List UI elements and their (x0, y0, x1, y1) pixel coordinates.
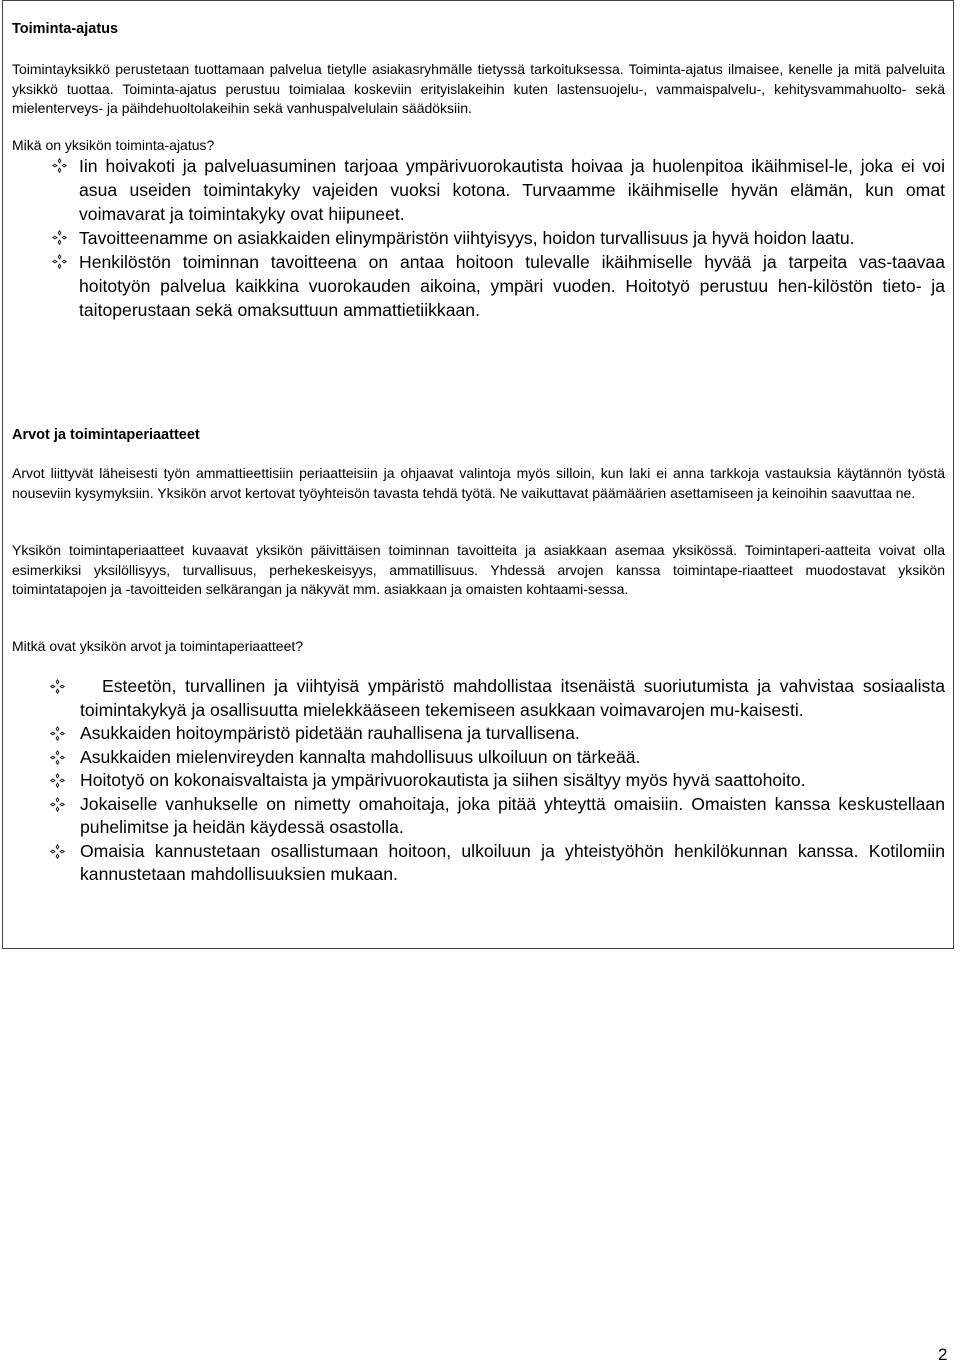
list-item: Hoitotyö on kokonaisvaltaista ja ympärivuorokautista ja siihen sisältyy myös hyvä saattohoito. (12, 769, 945, 793)
question-text: Mitkä ovat yksikön arvot ja toimintaperiaatteet? (12, 638, 304, 654)
section-paragraph: Toimintayksikkö perustetaan tuottamaan palvelua tietylle asiakasryhmälle tietyssä tarkoituksessa. Toiminta-ajatus ilmaisee, kenelle ja mitä palveluita yksikkö tuottaa. Toiminta-ajatus perustuu toimialaa koskeviin erityislakeihin kuten lastensuojelu-, vammaispalvelu-, kehitysvammahuolto- sekä mielenterveys- ja päihdehuoltolakeihin sekä vanhuspalvelulain säädöksiin. (12, 61, 945, 116)
diamond-bullet-icon (50, 773, 65, 788)
bullet-list-toiminta-ajatus (12, 154, 945, 322)
diamond-bullet-icon (50, 844, 65, 859)
diamond-bullet-icon (52, 254, 67, 269)
section-heading-arvot: Arvot ja toimintaperiaatteet (12, 427, 200, 443)
diamond-bullet-icon (52, 230, 67, 245)
list-item: Asukkaiden mielenvireyden kannalta mahdollisuus ulkoiluun on tärkeää. (12, 746, 945, 770)
bullet-list-arvot (12, 675, 945, 887)
section-paragraph: Yksikön toimintaperiaatteet kuvaavat yksikön päivittäisen toiminnan tavoitteita ja asiakkaan asemaa yksikössä. Toimintaperi-aatteita voivat olla esimerkiksi yksilöllisyys, turvallisuus, perhekeskeisyys, ammatillisuus. Yhdessä arvojen kanssa toimintape-riaatteet muodostavat yksikön toimintatapojen ja -tavoitteiden selkärangan ja näkyvät mm. asiakkaan ja omaisten kohtaami-sessa. (12, 542, 945, 597)
diamond-bullet-icon (50, 679, 65, 694)
diamond-bullet-icon (50, 750, 65, 765)
list-item: Henkilöstön toiminnan tavoitteena on antaa hoitoon tulevalle ikäihmiselle hyvää ja tarpeita vas-taavaa hoitotyön palvelua kaikkina vuorokauden aikoina, ympäri vuoden. Hoitotyö perustuu hen-kilöstön tieto- ja taitoperustaan sekä omaksuttuun ammattietiikkaan. (12, 250, 945, 322)
list-item: Esteetön, turvallinen ja viihtyisä ympäristö mahdollistaa itsenäistä suoriutumista ja vahvistaa sosiaalista toimintakykyä ja osallisuutta mielekkääseen tekemiseen asukkaan voimavarojen mu-kaisesti. (12, 675, 945, 722)
list-item: Jokaiselle vanhukselle on nimetty omahoitaja, joka pitää yhteyttä omaisiin. Omaisten kanssa keskustellaan puhelimitse ja heidän käydessä osastolla. (12, 793, 945, 840)
list-item: Tavoitteenamme on asiakkaiden elinympäristön viihtyisyys, hoidon turvallisuus ja hyvä hoidon laatu. (12, 226, 945, 250)
list-item: Iin hoivakoti ja palveluasuminen tarjoaa ympärivuorokautista hoivaa ja huolenpitoa ikäihmisel-le, joka ei voi asua useiden toimintakyky vajeiden vuoksi kotona. Turvaamme ikäihmiselle hyvän elämän, kun omat voimavarat ja toimintakyky ovat hiipuneet. (12, 154, 945, 226)
diamond-bullet-icon (52, 158, 67, 173)
section-heading-toiminta-ajatus: Toiminta-ajatus (12, 21, 119, 37)
diamond-bullet-icon (50, 726, 65, 741)
section-paragraph: Arvot liittyvät läheisesti työn ammattieettisiin periaatteisiin ja ohjaavat valintoja myös silloin, kun laki ei anna tarkkoja vastauksia käytännön työstä nouseviin kysymyksiin. Yksikön arvot kertovat työyhteisön tavasta tehdä työtä. Ne vaikuttavat päämäärien asettamiseen ja keinoihin saavuttaa ne. (12, 465, 945, 501)
list-item: Asukkaiden hoitoympäristö pidetään rauhallisena ja turvallisena. (12, 722, 945, 746)
page-number: 2 (938, 1345, 948, 1364)
question-text: Mikä on yksikön toiminta-ajatus? (12, 137, 215, 153)
diamond-bullet-icon (50, 797, 65, 812)
list-item: Omaisia kannustetaan osallistumaan hoitoon, ulkoiluun ja yhteistyöhön henkilökunnan kanssa. Kotilomiin kannustetaan mahdollisuuksien mukaan. (12, 840, 945, 887)
